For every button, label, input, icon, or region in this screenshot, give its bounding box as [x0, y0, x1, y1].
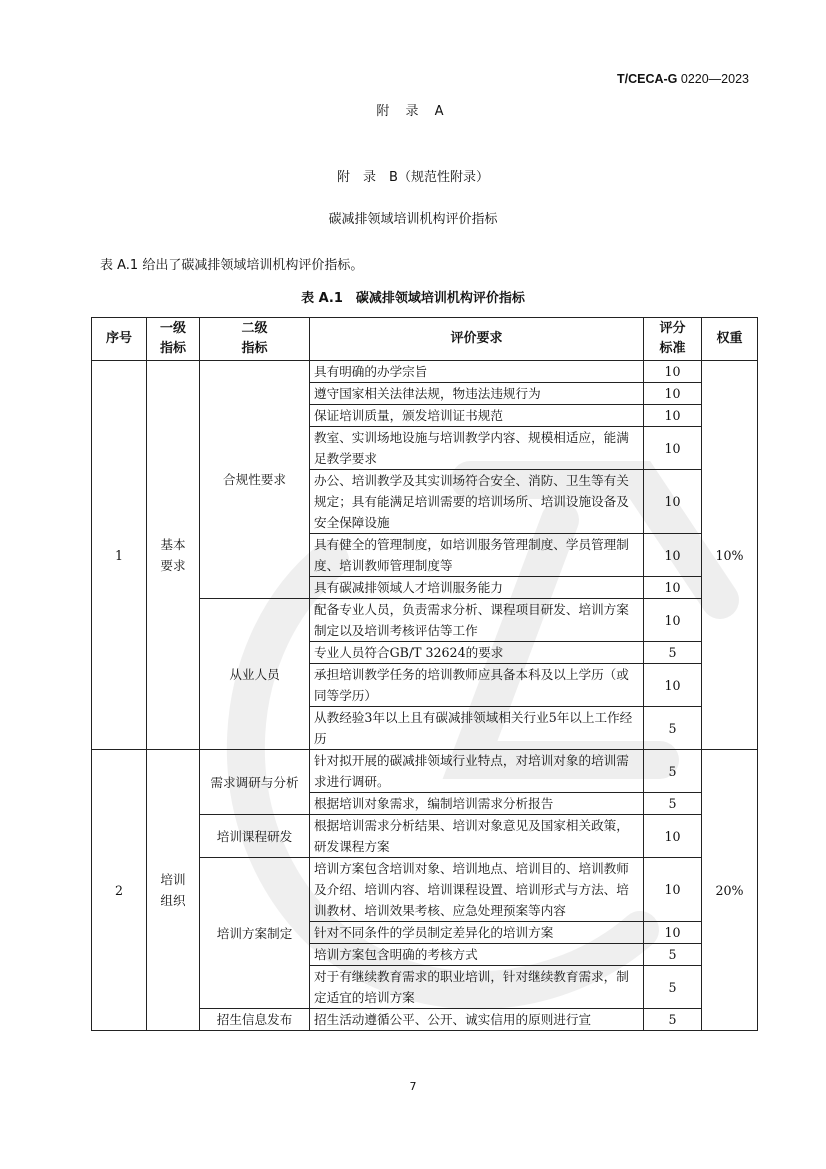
score-cell: 10: [644, 599, 702, 642]
group-seq: 2: [92, 750, 147, 1031]
score-cell: 5: [644, 642, 702, 664]
requirement-cell: 具有明确的办学宗旨: [310, 361, 644, 383]
header-weight: 权重: [702, 318, 758, 361]
header-level1: 一级 指标: [147, 318, 200, 361]
requirement-cell: 培训方案包含明确的考核方式: [310, 944, 644, 966]
subgroup-name: 需求调研与分析: [200, 750, 310, 815]
score-cell: 10: [644, 383, 702, 405]
appendix-a-title: 附 录 A: [376, 104, 450, 119]
table-row: [92, 750, 758, 793]
subgroup-name: 培训方案制定: [200, 858, 310, 1009]
requirement-cell: 培训方案包含培训对象、培训地点、培训目的、培训教师及介绍、培训内容、培训课程设置、培训形式与方法、培训教材、培训效果考核、应急处理预案等内容: [310, 858, 644, 922]
requirement-cell: 教室、实训场地设施与培训教学内容、规模相适应，能满足教学要求: [310, 427, 644, 470]
requirement-cell: 从教经验3年以上且有碳减排领域相关行业5年以上工作经历: [310, 707, 644, 750]
score-cell: 10: [644, 534, 702, 577]
requirement-cell: 招生活动遵循公平、公开、诚实信用的原则进行宣: [310, 1009, 644, 1031]
requirement-cell: 承担培训教学任务的培训教师应具备本科及以上学历（或同等学历）: [310, 664, 644, 707]
requirement-cell: 配备专业人员，负责需求分析、课程项目研发、培训方案制定以及培训考核评估等工作: [310, 599, 644, 642]
requirement-cell: 针对拟开展的碳减排领域行业特点，对培训对象的培训需求进行调研。: [310, 750, 644, 793]
table-caption: 表 A.1 碳减排领域培训机构评价指标: [301, 291, 525, 306]
requirement-cell: 办公、培训教学及其实训场符合安全、消防、卫生等有关规定；具有能满足培训需要的培训场所、培训设施设备及安全保障设施: [310, 470, 644, 534]
score-cell: 10: [644, 427, 702, 470]
header-score: 评分 标准: [644, 318, 702, 361]
score-cell: 10: [644, 405, 702, 427]
standard-code: T/CECA-G 0220—2023: [616, 72, 749, 86]
score-cell: 5: [644, 750, 702, 793]
header-seq: 序号: [92, 318, 147, 361]
requirement-cell: 针对不同条件的学员制定差异化的培训方案: [310, 922, 644, 944]
group-weight: 10%: [702, 361, 758, 750]
requirement-cell: 遵守国家相关法律法规，物违法违规行为: [310, 383, 644, 405]
requirement-cell: 根据培训对象需求，编制培训需求分析报告: [310, 793, 644, 815]
score-cell: 5: [644, 1009, 702, 1031]
score-cell: 5: [644, 966, 702, 1009]
subgroup-name: 招生信息发布: [200, 1009, 310, 1031]
requirement-cell: 根据培训需求分析结果、培训对象意见及国家相关政策，研发课程方案: [310, 815, 644, 858]
requirement-cell: 保证培训质量，颁发培训证书规范: [310, 405, 644, 427]
requirement-cell: 对于有继续教育需求的职业培训，针对继续教育需求，制定适宜的培训方案: [310, 966, 644, 1009]
subgroup-name: 合规性要求: [200, 361, 310, 599]
intro-paragraph: 表 A.1 给出了碳减排领域培训机构评价指标。: [100, 258, 364, 273]
score-cell: 5: [644, 944, 702, 966]
group-weight: 20%: [702, 750, 758, 1031]
table-row: [92, 361, 758, 383]
score-cell: 10: [644, 922, 702, 944]
subgroup-name: 培训课程研发: [200, 815, 310, 858]
group-level1: 基本 要求: [147, 361, 200, 750]
group-level1: 培训 组织: [147, 750, 200, 1031]
page-number: 7: [409, 1080, 417, 1093]
score-cell: 10: [644, 361, 702, 383]
score-cell: 10: [644, 664, 702, 707]
header-requirement: 评价要求: [310, 318, 644, 361]
score-cell: 10: [644, 470, 702, 534]
requirement-cell: 专业人员符合GB/T 32624的要求: [310, 642, 644, 664]
score-cell: 5: [644, 793, 702, 815]
requirement-cell: 具有碳减排领域人才培训服务能力: [310, 577, 644, 599]
requirement-cell: 具有健全的管理制度，如培训服务管理制度、学员管理制度、培训教师管理制度等: [310, 534, 644, 577]
header-level2: 二级 指标: [200, 318, 310, 361]
score-cell: 10: [644, 815, 702, 858]
score-cell: 10: [644, 577, 702, 599]
subgroup-name: 从业人员: [200, 599, 310, 750]
group-seq: 1: [92, 361, 147, 750]
score-cell: 10: [644, 858, 702, 922]
evaluation-table: [91, 317, 758, 1031]
appendix-b-title: 附 录 B（规范性附录）: [337, 170, 489, 185]
table-header-row: [92, 318, 758, 361]
score-cell: 5: [644, 707, 702, 750]
section-title: 碳减排领域培训机构评价指标: [328, 212, 498, 227]
